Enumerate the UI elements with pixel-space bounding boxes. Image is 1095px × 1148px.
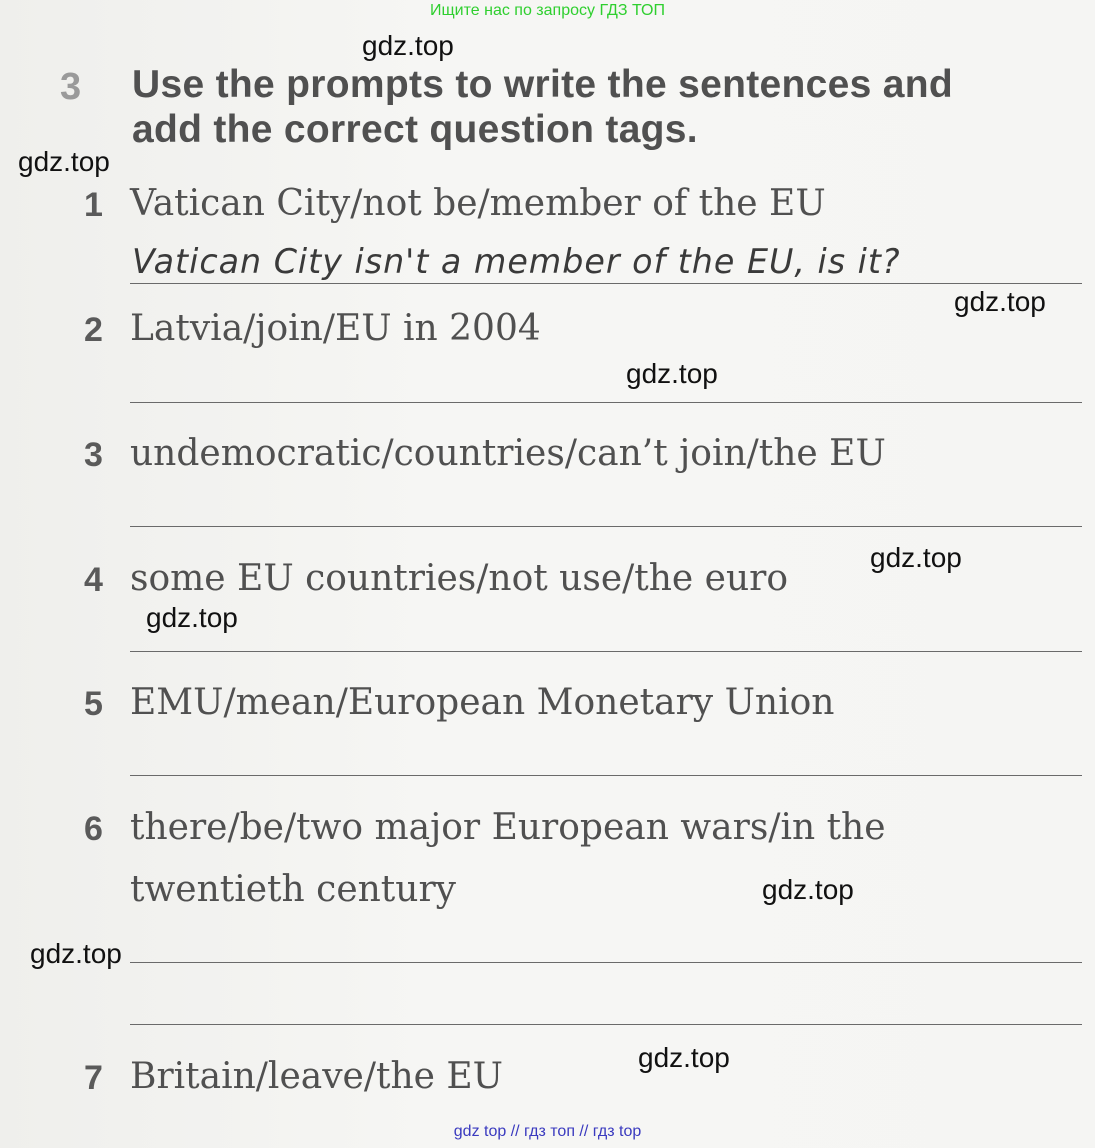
answer-line[interactable] [130,283,1082,284]
answer-line[interactable] [130,962,1082,963]
item-prompt: EMU/mean/European Monetary Union [130,682,835,723]
top-banner: Ищите нас по запросу ГДЗ ТОП [430,2,665,19]
watermark: gdz.top [954,286,1046,317]
item-prompt: undemocratic/countries/can’t join/the EU [130,433,886,474]
watermark: gdz.top [30,938,122,969]
watermark: gdz.top [362,30,454,61]
exercise-instruction [132,62,1052,152]
answer-line[interactable] [130,1024,1082,1025]
item-prompt: Vatican City/not be/member of the EU [130,183,826,224]
answer-line[interactable] [130,651,1082,652]
item-number: 1 [84,186,103,224]
watermark: gdz.top [626,358,718,389]
watermark: gdz.top [762,874,854,905]
item-prompt-continuation: twentieth century [130,869,457,910]
instruction-line-1: Use the prompts to write the sentences and [132,63,953,106]
item-prompt: some EU countries/not use/the euro [130,558,789,599]
answer-line[interactable] [130,775,1082,776]
watermark: gdz.top [146,602,238,633]
bottom-banner: gdz top // гдз топ // гдз top [453,1123,642,1140]
item-number: 6 [84,810,103,848]
instruction-line-2: add the correct question tags. [132,108,698,151]
watermark: gdz.top [638,1042,730,1073]
item-prompt: Latvia/join/EU in 2004 [130,308,541,349]
item-number: 5 [84,685,103,723]
item-prompt: Britain/leave/the EU [130,1056,504,1097]
answer-line[interactable] [130,402,1082,403]
item-prompt: there/be/two major European wars/in the [130,807,886,848]
answer-line[interactable] [130,526,1082,527]
item-number: 3 [84,436,103,474]
handwritten-answer: Vatican City isn't a member of the EU, is it? [132,242,901,282]
watermark: gdz.top [18,146,110,177]
item-number: 7 [84,1059,103,1097]
item-number: 2 [84,311,103,349]
watermark: gdz.top [870,542,962,573]
exercise-number: 3 [60,66,82,108]
item-number: 4 [84,561,103,599]
